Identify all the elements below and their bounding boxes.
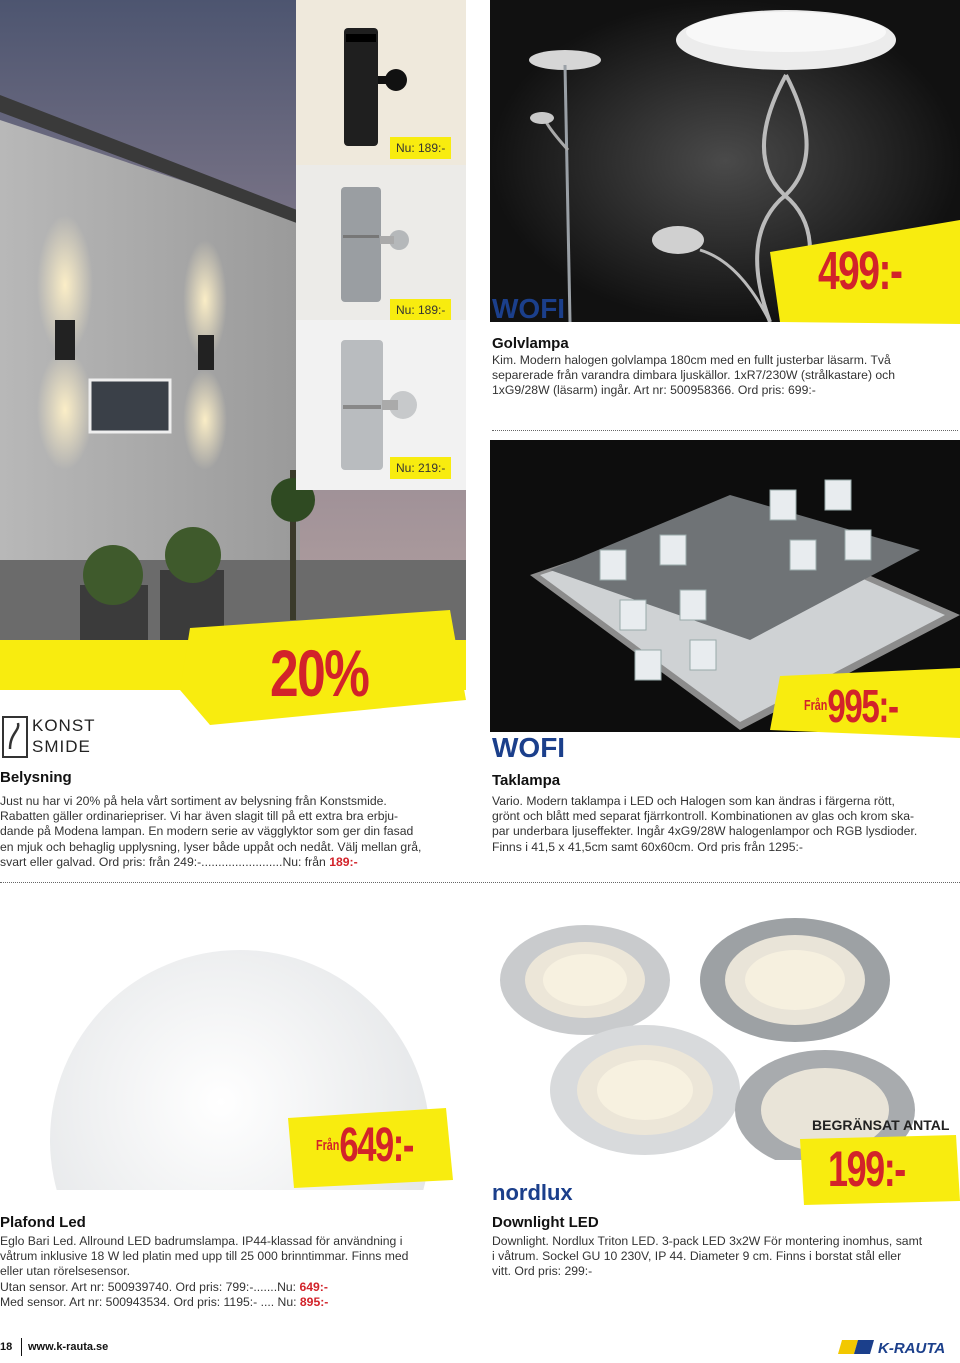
wofi-logo-middle [492,733,592,763]
plafond-line: Eglo Bari Led. Allround LED badrumslampa. IP44-klassad för användning i [0,1234,403,1248]
limited-badge: BEGRÄNSAT ANTAL [812,1117,950,1133]
plafond-price [316,1119,413,1172]
nordlux-logo [492,1180,592,1206]
divider-golvlampa [492,430,958,431]
belysning-description [0,794,470,870]
footer-separator [21,1338,22,1356]
belysning-line-text: svart eller galvad. Ord pris: från 249:-........................Nu: från [0,854,330,869]
golvlampa-title: Golvlampa [492,335,569,352]
belysning-line [0,855,470,870]
footer-url[interactable]: www.k-rauta.se [28,1341,109,1353]
lamp-photo-grey [296,165,466,320]
konstsmide-logo [0,713,112,761]
price-badge-grey: Nu: 189:- [390,299,451,321]
k-rauta-text: K-RAUTA [878,1340,946,1357]
plafond-description [0,1234,470,1310]
nordlux-text: nordlux [492,1180,573,1205]
plafond-line-text: Med sensor. Art nr: 500943534. Ord pris: 1195:- .... Nu: [0,1294,300,1309]
downlight-line: vitt. Ord pris: 299:- [492,1264,593,1279]
discount-percent: 20% [270,636,369,710]
k-rauta-logo [838,1336,960,1358]
taklampa-line: Vario. Modern taklampa i LED och Halogen som kan ändras i färgerna rött, [492,794,895,808]
belysning-line: Just nu har vi 20% på hela vårt sortiment av belysning från Konstsmide. [0,794,387,808]
plafond-line [0,1280,470,1295]
taklampa-description [492,794,960,855]
golvlampa-line: Kim. Modern halogen golvlampa 180cm med en fullt justerbar läsarm. Två [492,353,891,367]
downlight-title: Downlight LED [492,1214,599,1231]
belysning-line: dande på Modena lampan. En modern serie av vägglyktor som ger din fasad [0,824,414,839]
golvlampa-line: separerade från varandra dimbara ljuskällor. 1xR7/230W (strålkastare) och [492,368,896,383]
wofi-text: WOFI [492,733,566,763]
wofi-text: WOFI [492,294,566,324]
plafond-price-value: 649:- [339,1119,413,1172]
price-badge-black: Nu: 189:- [390,137,451,159]
downlight-line: Downlight. Nordlux Triton LED. 3-pack LED 3x2W För montering inomhus, samt [492,1234,923,1248]
taklampa-price [804,680,898,732]
plafond-line: eller utan rörelsesensor. [0,1264,131,1279]
divider-middle [0,882,960,883]
plafond-price-no-sensor: 649:- [299,1279,328,1294]
downlight-line: i våtrum. Sockel GU 10 230V, IP 44. Diameter 9 cm. Finns i borstat stål eller [492,1249,902,1264]
plafond-title: Plafond Led [0,1214,86,1231]
taklampa-line: Finns i 41,5 x 41,5cm samt 60x60cm. Ord pris från 1295:- [492,839,803,854]
plafond-line: våtrum inklusive 18 W led platin med upp till 25 000 brinntimmar. Finns med [0,1249,409,1264]
taklampa-from: Från [804,697,828,714]
taklampa-line: grönt och blått med separat fjärrkontroll. Kombinationen av glas och krom ska- [492,809,915,824]
plafond-price-sensor: 895:- [299,1294,329,1309]
taklampa-price-value: 995:- [827,680,898,732]
konstsmide-wordmark: KONST SMIDE [32,716,96,756]
wofi-logo-top [492,294,592,324]
plafond-from: Från [316,1137,340,1154]
belysning-title: Belysning [0,769,72,786]
golvlampa-description [492,353,960,399]
plafond-line-text: Utan sensor. Art nr: 500939740. Ord pris: 799:-.......Nu: [0,1279,300,1294]
taklampa-line: par underbara ljuseffekter. Ingår 4xG9/28W halogenlampor och RGB lysdioder. [492,824,918,839]
plafond-line [0,1295,470,1310]
golvlampa-price: 499:- [818,241,902,301]
golvlampa-line: 1xG9/28W (läsarm) ingår. Art nr: 500958366. Ord pris: 699:- [492,383,816,398]
downlight-description [492,1234,960,1280]
price-badge-galvanized: Nu: 219:- [390,457,451,479]
belysning-now-price: 189:- [329,854,358,869]
belysning-line: en mjuk och behaglig upplysning, lyser både uppåt och nedåt. Välj mellan grå, [0,839,422,854]
downlight-price: 199:- [828,1141,905,1197]
page-number: 18 [0,1341,13,1353]
belysning-line: Rabatten gäller ordinariepriser. Vi har även slagit till på ett extra bra erbju- [0,809,399,824]
taklampa-title: Taklampa [492,772,561,789]
